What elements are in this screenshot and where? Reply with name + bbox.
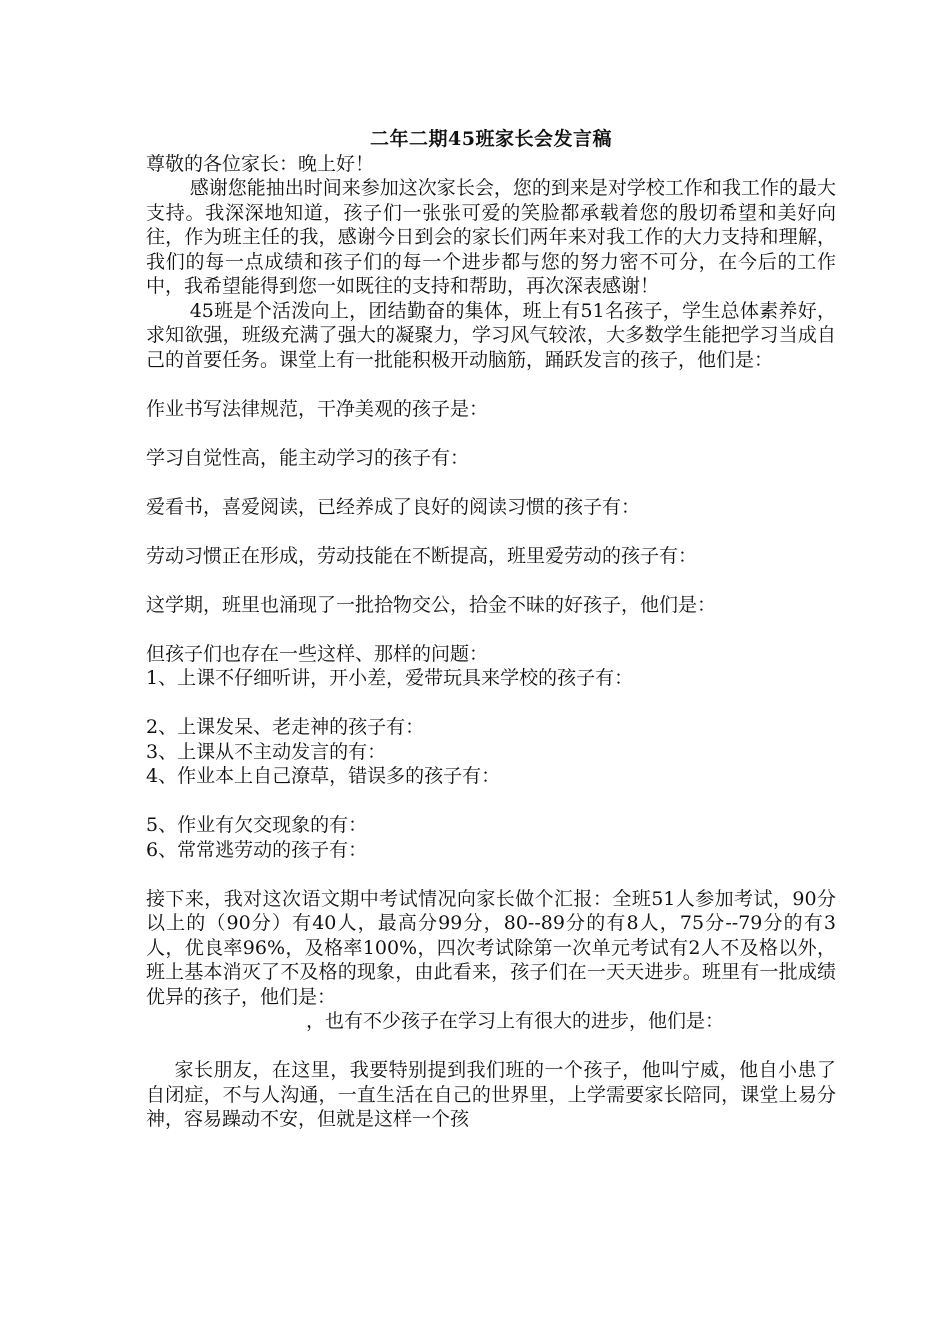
problem-item-6: 6、常常逃劳动的孩子有：: [146, 838, 368, 861]
paragraph-special-child: 家长朋友，在这里，我要特别提到我们班的一个孩子，他叫宁威，他自小患了自闭症，不与人沟通，一直生活在自己的世界里，上学需要家长陪同，课堂上易分神，容易躁动不安，但就是这样一个孩: [146, 1059, 836, 1130]
line-progress-text: ，也有不少孩子在学习上有很大的进步，他们是：: [306, 1010, 725, 1032]
blank-line: [146, 691, 836, 716]
problem-item-3: 3、上课从不主动发言的有：: [146, 740, 387, 763]
blank-line: [146, 421, 836, 446]
problem-item-5: 5、作业有欠交现象的有：: [146, 814, 368, 836]
paragraph-thanks: 感谢您能抽出时间来参加这次家长会，您的到来是对学校工作和我工作的最大支持。我深深地知道，孩子们一张张可爱的笑脸都承载着您的殷切希望和美好向往，作为班主任的我，感谢今日到会的家长们两年来对我工作的大力支持和理解，我们的每一点成绩和孩子们的每一个进步都与您的努力密不可分，在今后的工作中，我希望能得到您一如既往的支持和帮助，再次深表感谢！: [146, 177, 836, 297]
paragraph-exam-report: 接下来，我对这次语文期中考试情况向家长做个汇报：全班51人参加考试，90分以上的（90分）有40人，最高分99分，80--89分的有8人，75分--79分的有3人，优良率96%，及格率100%，四次考试除第一次单元考试有2人不及格以外，班上基本消灭了不及格的现象，由此看来，孩子们在一天天进步。班里有一批成绩优异的孩子，他们是：: [146, 887, 836, 1008]
blank-line: [146, 617, 836, 642]
problem-item-1: 1、上课不仔细听讲，开小差，爱带玩具来学校的孩子有：: [146, 667, 634, 689]
blank-line: [146, 862, 836, 887]
greeting: 尊敬的各位家长：晚上好！: [146, 152, 375, 175]
line-honest: 这学期，班里也涌现了一批拾物交公，拾金不昧的好孩子，他们是：: [146, 593, 717, 616]
paragraph-class-intro: 45班是个活泼向上，团结勤奋的集体，班上有51名孩子，学生总体素养好，求知欲强，班级充满了强大的凝聚力，学习风气较浓，大多数学生能把学习当成自己的首要任务。课堂上有一批能积极开动脑筋，踊跃发言的孩子，他们是：: [146, 299, 836, 371]
line-reading: 爱看书，喜爱阅读，已经养成了良好的阅读习惯的孩子有：: [146, 495, 641, 518]
problem-item-4: 4、作业本上自己潦草，错误多的孩子有：: [146, 765, 501, 787]
blank-line: [146, 372, 836, 397]
blank-line: [146, 568, 836, 593]
blank-line: [146, 789, 836, 814]
line-self-study: 学习自觉性高，能主动学习的孩子有：: [146, 446, 470, 469]
problem-item-2: 2、上课发呆、老走神的孩子有：: [146, 716, 425, 738]
line-labor: 劳动习惯正在形成，劳动技能在不断提高，班里爱劳动的孩子有：: [146, 544, 698, 567]
problems-intro: 但孩子们也存在一些这样、那样的问题：: [146, 642, 489, 665]
blank-line: [146, 519, 836, 544]
line-homework-neat: 作业书写法律规范，干净美观的孩子是：: [146, 397, 489, 420]
line-progress: [146, 1009, 836, 1034]
blank-line: [146, 470, 836, 495]
blank-line: [146, 1034, 836, 1059]
document-title: 二年二期45班家长会发言稿: [370, 128, 612, 150]
document-body: [146, 127, 836, 1132]
